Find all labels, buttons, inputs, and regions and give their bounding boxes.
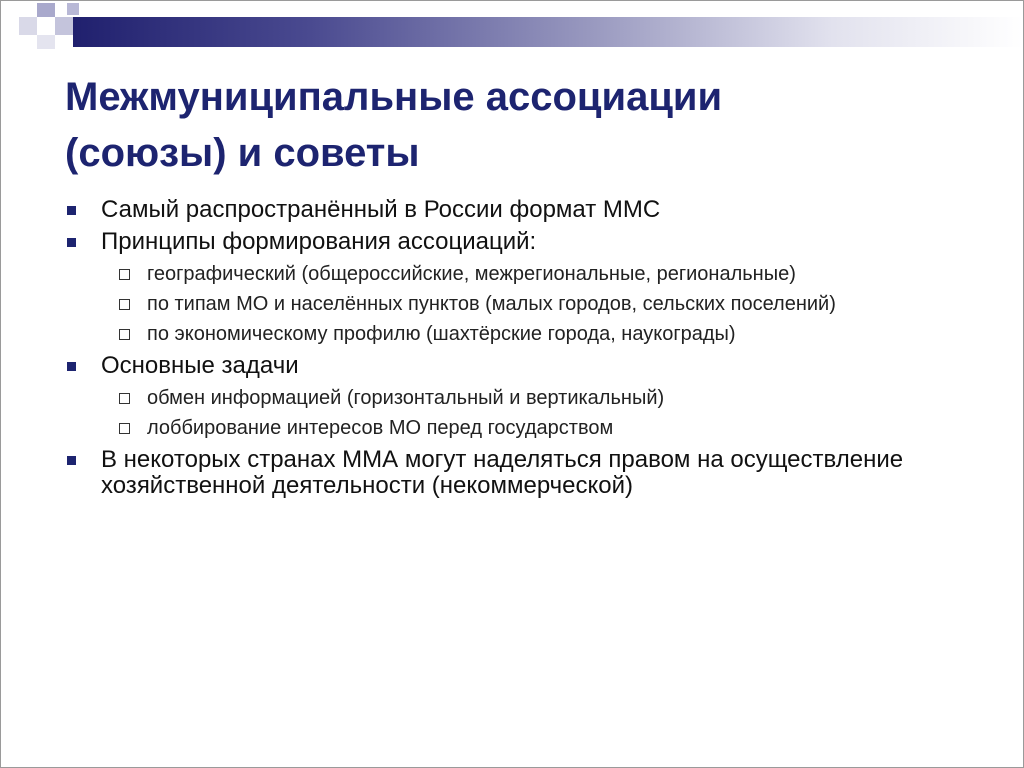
sub-bullet-text: по экономическому профилю (шахтёрские города, наукограды)	[147, 323, 736, 345]
bullet-list	[61, 197, 981, 499]
sub-bullet-text: лоббирование интересов МО перед государством	[147, 417, 614, 439]
sub-bullet-list	[101, 387, 981, 439]
bullet-item	[61, 229, 981, 345]
bullet-text: Принципы формирования ассоциаций:	[101, 228, 537, 255]
square-bullet-icon	[67, 362, 76, 371]
sub-bullet-text: обмен информацией (горизонтальный и вертикальный)	[147, 387, 665, 409]
decor-square	[67, 3, 79, 15]
header-gradient-bar	[73, 17, 1023, 47]
title-line-2: (союзы) и советы	[65, 131, 420, 175]
bullet-item	[61, 197, 981, 223]
header-decoration	[1, 1, 1023, 61]
square-bullet-icon	[67, 206, 76, 215]
sub-bullet-item	[101, 293, 981, 315]
square-bullet-icon	[67, 238, 76, 247]
decor-square	[55, 17, 73, 35]
hollow-square-bullet-icon	[119, 329, 130, 340]
hollow-square-bullet-icon	[119, 423, 130, 434]
hollow-square-bullet-icon	[119, 269, 130, 280]
bullet-item	[61, 353, 981, 439]
sub-bullet-item	[101, 417, 981, 439]
sub-bullet-item	[101, 387, 981, 409]
bullet-text: Самый распространённый в России формат ММС	[101, 196, 661, 223]
bullet-item	[61, 447, 981, 499]
bullet-text: В некоторых странах ММА могут наделяться правом на осуществление хозяйственной деятельности (некоммерческой)	[101, 446, 904, 499]
hollow-square-bullet-icon	[119, 393, 130, 404]
sub-bullet-item	[101, 263, 981, 285]
slide-content	[61, 197, 981, 505]
decor-square	[19, 17, 37, 35]
decor-square	[37, 3, 55, 17]
sub-bullet-text: географический (общероссийские, межрегиональные, региональные)	[147, 263, 796, 285]
hollow-square-bullet-icon	[119, 299, 130, 310]
sub-bullet-item	[101, 323, 981, 345]
square-bullet-icon	[67, 456, 76, 465]
decor-square	[37, 35, 55, 49]
sub-bullet-text: по типам МО и населённых пунктов (малых городов, сельских поселений)	[147, 293, 836, 315]
slide-title	[65, 69, 965, 181]
sub-bullet-list	[101, 263, 981, 345]
title-line-1: Межмуниципальные ассоциации	[65, 75, 723, 119]
bullet-text: Основные задачи	[101, 352, 299, 379]
